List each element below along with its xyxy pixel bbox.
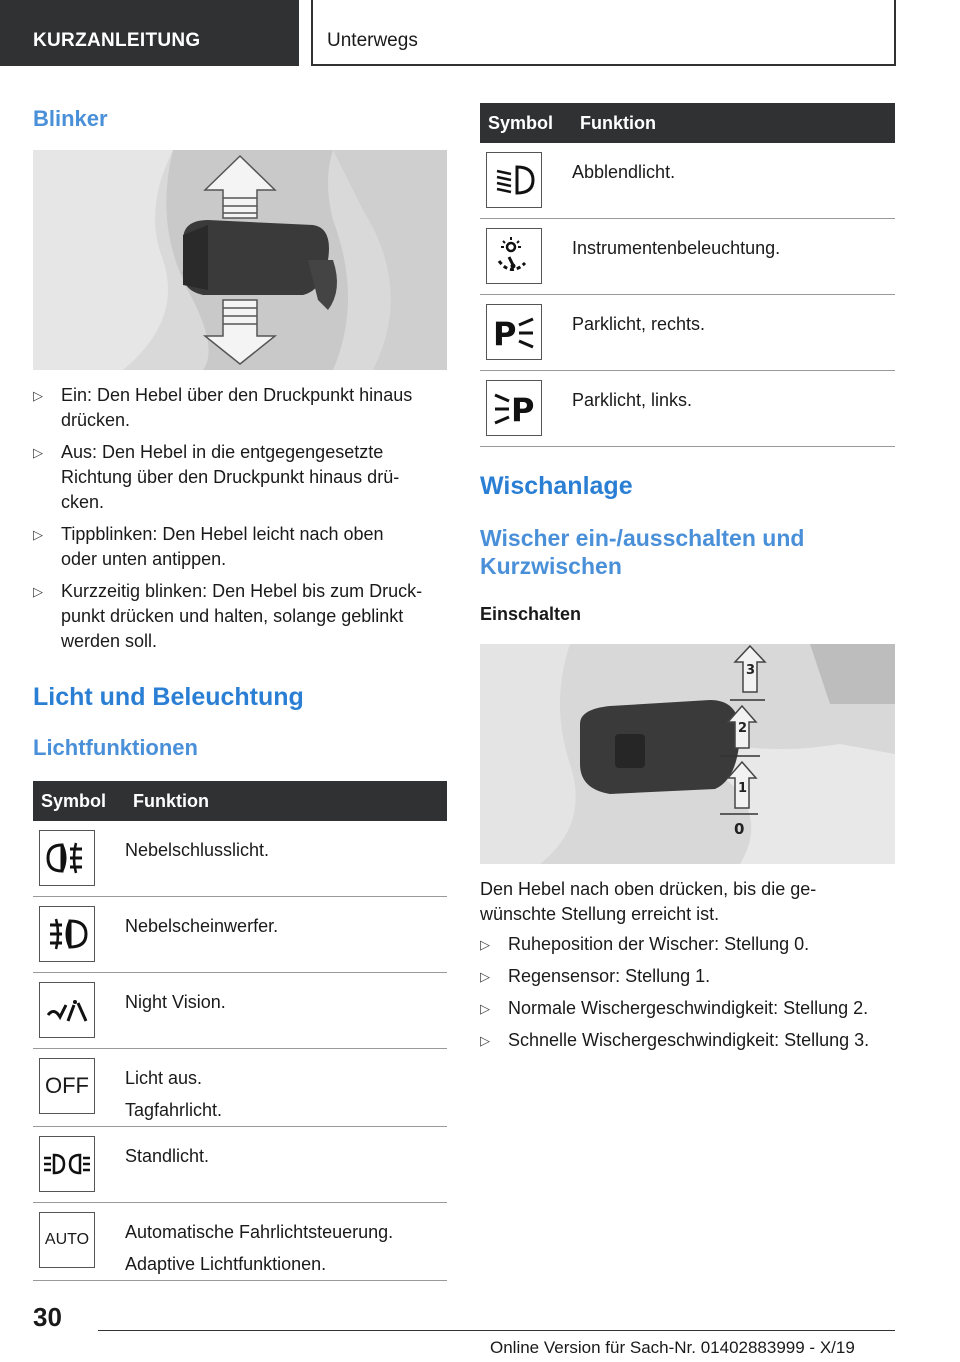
row-text: Abblendlicht. [572, 162, 676, 182]
triangle-bullet-icon: ▷ [480, 1033, 490, 1048]
list-item: ▷ Tippblinken: Den Hebel leicht nach oben oder unten antippen. [33, 524, 384, 569]
blinker-heading: Blinker [33, 106, 108, 131]
triangle-bullet-icon: ▷ [480, 937, 490, 952]
svg-text:P: P [493, 315, 517, 353]
table-row [480, 371, 895, 447]
chapter-tab: Unterwegs [311, 0, 896, 66]
triangle-bullet-icon: ▷ [480, 969, 490, 984]
list-item: ▷ Ein: Den Hebel über den Druckpunkt hinaus drücken. [33, 385, 413, 430]
column-header-function: Funktion [125, 781, 447, 821]
list-item: ▷ Regensensor: Stellung 1. [480, 964, 895, 989]
row-text: Nebelschlusslicht. [125, 840, 270, 860]
row-text: Parklicht, rechts. [572, 314, 706, 334]
triangle-bullet-icon: ▷ [480, 1001, 490, 1016]
blinker-lever-illustration [33, 150, 447, 370]
row-text: Parklicht, links. [572, 390, 693, 410]
table-header-row [480, 103, 895, 143]
position-label-3: 3 [746, 663, 756, 678]
column-header-symbol: Symbol [480, 103, 572, 143]
triangle-bullet-icon: ▷ [33, 388, 43, 403]
off-icon: OFF [39, 1058, 95, 1114]
column-header-symbol: Symbol [33, 781, 125, 821]
row-text: Night Vision. [125, 992, 226, 1012]
table-row [33, 897, 447, 973]
row-text: Automatische Fahrlichtsteuerung. [125, 1222, 394, 1242]
section-tab: KURZANLEITUNG [0, 0, 299, 66]
parking-light-left-icon [486, 380, 542, 436]
table-row [33, 821, 447, 897]
list-item: ▷ Normale Wischergeschwindigkeit: Stellung 2. [480, 996, 895, 1021]
svg-text:P: P [511, 391, 535, 429]
table-row [33, 1049, 447, 1127]
table-row [480, 143, 895, 219]
list-item: ▷ Ruheposition der Wischer: Stellung 0. [480, 932, 895, 957]
low-beam-icon [486, 152, 542, 208]
row-text: Licht aus. [125, 1068, 203, 1088]
page-header [0, 0, 960, 66]
wiper-lever-image [480, 644, 895, 864]
table-row [33, 1127, 447, 1203]
row-text: Tagfahrlicht. [125, 1100, 223, 1120]
licht-heading: Licht und Beleuchtung [33, 683, 304, 711]
triangle-bullet-icon: ▷ [33, 527, 43, 542]
wischanlage-heading: Wischanlage [480, 472, 633, 500]
auto-icon: AUTO [39, 1212, 95, 1268]
table-header-row [33, 781, 447, 821]
row-text: Standlicht. [125, 1146, 210, 1166]
rear-fog-light-icon [39, 830, 95, 886]
parking-light-icon [39, 1136, 95, 1192]
einschalten-heading: Einschalten [480, 604, 582, 624]
light-functions-table [33, 781, 447, 1281]
left-column [33, 100, 447, 1281]
wischer-subheading: Wischer ein-/ausschalten und Kurzwischen [480, 525, 805, 579]
footer-text: Online Version für Sach-Nr. 01402883999 - X/19 [490, 1338, 855, 1357]
list-item: ▷ Aus: Den Hebel in die entgegengesetzte Richtung über den Druckpunkt hinaus drü- cken. [33, 442, 400, 512]
row-text: Nebelscheinwerfer. [125, 916, 279, 936]
list-item: ▷ Schnelle Wischergeschwindigkeit: Stellung 3. [480, 1028, 895, 1053]
page-number: 30 [33, 1302, 62, 1332]
blinker-lever-image [33, 150, 447, 370]
night-vision-icon [39, 982, 95, 1038]
wiper-lever-illustration [480, 644, 895, 864]
position-label-1: 1 [738, 781, 748, 796]
triangle-bullet-icon: ▷ [33, 584, 43, 599]
light-functions-table-continued [480, 103, 895, 447]
front-fog-light-icon [39, 906, 95, 962]
wiper-intro-text: Den Hebel nach oben drücken, bis die ge- wünschte Stellung erreicht ist. [480, 879, 817, 924]
list-item: ▷ Kurzzeitig blinken: Den Hebel bis zum Druck- punkt drücken und halten, solange geblinkt werden soll. [33, 581, 423, 651]
blinker-list [33, 383, 447, 654]
triangle-bullet-icon: ▷ [33, 445, 43, 460]
parking-light-right-icon [486, 304, 542, 360]
table-row [480, 295, 895, 371]
table-row [33, 1203, 447, 1281]
table-row [480, 219, 895, 295]
column-header-function: Funktion [572, 103, 895, 143]
lichtfunktionen-heading: Lichtfunktionen [33, 735, 198, 760]
instrument-lighting-icon [486, 228, 542, 284]
row-text: Instrumentenbeleuchtung. [572, 238, 781, 258]
position-label-2: 2 [738, 721, 748, 736]
row-text: Adaptive Lichtfunktionen. [125, 1254, 327, 1274]
right-column [480, 103, 895, 1060]
table-row [33, 973, 447, 1049]
wiper-positions-list [480, 932, 895, 1053]
footer-divider [98, 1330, 895, 1331]
position-label-0: 0 [734, 820, 745, 838]
